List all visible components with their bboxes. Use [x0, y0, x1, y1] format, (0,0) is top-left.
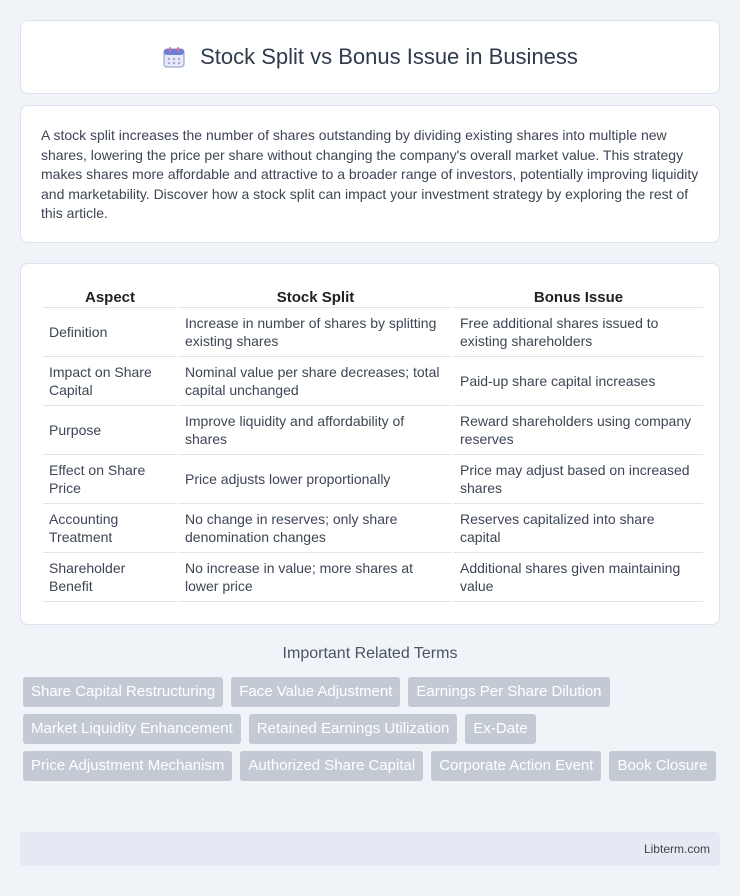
related-term-tag[interactable]: Authorized Share Capital	[240, 751, 423, 781]
related-term-tag[interactable]: Ex-Date	[465, 714, 535, 744]
table-cell: Price may adjust based on increased shares	[454, 455, 703, 504]
table-row	[43, 553, 703, 602]
table-cell: Effect on Share Price	[43, 455, 177, 504]
table-row	[43, 308, 703, 357]
related-terms-list	[23, 677, 723, 781]
comparison-table-card	[20, 263, 720, 625]
column-header: Aspect	[43, 284, 177, 308]
header-card	[20, 20, 720, 94]
table-row	[43, 406, 703, 455]
column-header: Stock Split	[179, 284, 452, 308]
table-cell: No change in reserves; only share denomination changes	[179, 504, 452, 553]
table-row	[43, 504, 703, 553]
related-term-tag[interactable]: Face Value Adjustment	[231, 677, 400, 707]
related-term-tag[interactable]: Earnings Per Share Dilution	[408, 677, 609, 707]
table-row	[43, 357, 703, 406]
table-cell: Paid-up share capital increases	[454, 357, 703, 406]
table-cell: Increase in number of shares by splitting existing shares	[179, 308, 452, 357]
related-term-tag[interactable]: Corporate Action Event	[431, 751, 601, 781]
table-cell: Definition	[43, 308, 177, 357]
intro-card	[20, 105, 720, 243]
table-header-row	[43, 284, 703, 308]
table-cell: Reserves capitalized into share capital	[454, 504, 703, 553]
table-cell: Additional shares given maintaining value	[454, 553, 703, 602]
table-cell: Shareholder Benefit	[43, 553, 177, 602]
table-cell: Purpose	[43, 406, 177, 455]
related-term-tag[interactable]: Book Closure	[609, 751, 715, 781]
calendar-icon	[162, 45, 186, 69]
table-cell: Accounting Treatment	[43, 504, 177, 553]
related-terms-title: Important Related Terms	[282, 645, 458, 662]
page-title: Stock Split vs Bonus Issue in Business	[200, 44, 578, 69]
table-cell: Price adjusts lower proportionally	[179, 455, 452, 504]
table-row	[43, 455, 703, 504]
footer	[20, 832, 720, 866]
comparison-table	[41, 284, 705, 602]
table-cell: Improve liquidity and affordability of shares	[179, 406, 452, 455]
related-term-tag[interactable]: Market Liquidity Enhancement	[23, 714, 241, 744]
related-term-tag[interactable]: Retained Earnings Utilization	[249, 714, 458, 744]
table-cell: Impact on Share Capital	[43, 357, 177, 406]
column-header: Bonus Issue	[454, 284, 703, 308]
table-cell: Nominal value per share decreases; total capital unchanged	[179, 357, 452, 406]
intro-text: A stock split increases the number of shares outstanding by dividing existing shares into multiple new shares, lowering the price per share without changing the company's overall market value. This strategy makes shares more affordable and attractive to a broader range of investors, potentially improving liquidity and marketability. Discover how a stock split can impact your investment strategy by exploring the rest of this article.	[41, 127, 699, 221]
related-term-tag[interactable]: Price Adjustment Mechanism	[23, 751, 232, 781]
footer-link[interactable]: Libterm.com	[643, 842, 710, 856]
table-cell: No increase in value; more shares at lower price	[179, 553, 452, 602]
table-cell: Reward shareholders using company reserves	[454, 406, 703, 455]
related-term-tag[interactable]: Share Capital Restructuring	[23, 677, 223, 707]
table-cell: Free additional shares issued to existing shareholders	[454, 308, 703, 357]
